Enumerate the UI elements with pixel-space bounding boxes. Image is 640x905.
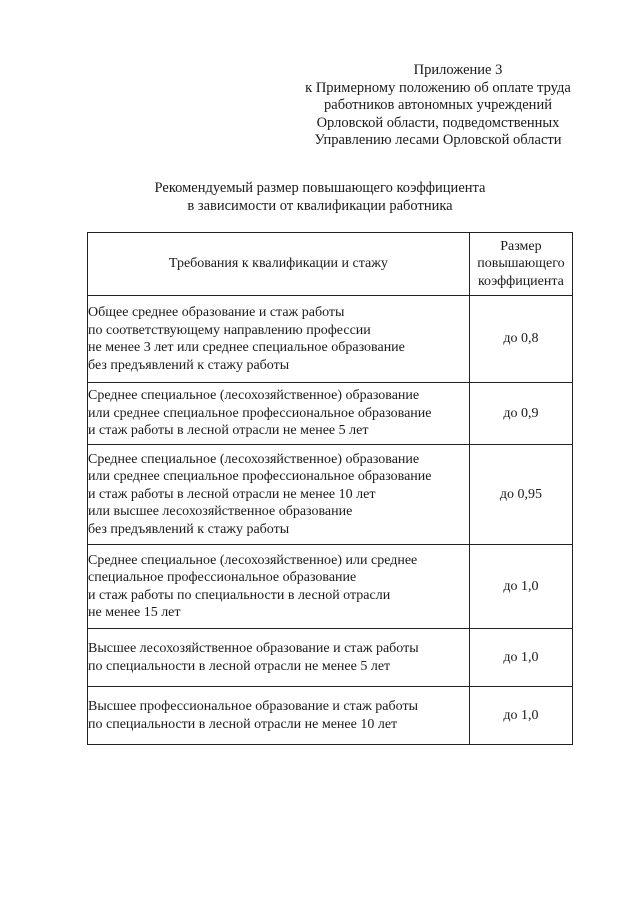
requirement-line: по специальности в лесной отрасли не менее 10 лет	[88, 716, 398, 732]
coefficient-cell: до 1,0	[469, 545, 572, 629]
table-header-row	[88, 233, 573, 296]
coefficient-column-header	[469, 233, 572, 296]
requirement-line: Среднее специальное (лесохозяйственное) образование	[88, 451, 420, 467]
requirement-line: не менее 15 лет	[88, 605, 181, 620]
requirement-line: специальное профессиональное образование	[88, 570, 357, 585]
requirement-cell	[88, 296, 470, 383]
requirement-line: Среднее специальное (лесохозяйственное) образование	[88, 388, 420, 404]
coefficient-header-line: Размер	[500, 238, 542, 254]
requirement-line: или среднее специальное профессиональное образование	[88, 469, 432, 485]
requirement-cell	[88, 687, 470, 745]
table-row	[88, 296, 573, 383]
coefficient-cell: до 0,8	[469, 296, 572, 383]
requirement-line: Высшее профессиональное образование и стаж работы	[88, 699, 418, 714]
requirement-line: по соответствующему направлению профессии	[88, 322, 371, 338]
appendix-line: работников автономных учреждений	[324, 97, 552, 113]
requirement-cell	[88, 383, 470, 445]
title-line: Рекомендуемый размер повышающего коэффициента	[154, 180, 486, 196]
requirement-cell	[88, 545, 470, 629]
requirement-line: и стаж работы в лесной отрасли не менее 10 лет	[88, 486, 376, 502]
requirement-line: без предъявлений к стажу работы	[88, 521, 290, 537]
table-row	[88, 445, 573, 545]
appendix-line: к Примерному положению об оплате труда	[305, 79, 571, 96]
appendix-line: Управлению лесами Орловской области	[314, 132, 562, 148]
requirement-line: или высшее лесохозяйственное образование	[88, 504, 353, 520]
requirement-line: по специальности в лесной отрасли не менее 5 лет	[88, 658, 391, 674]
requirement-line: и стаж работы в лесной отрасли не менее 5 лет	[88, 423, 369, 439]
table-row	[88, 545, 573, 629]
requirements-column-header: Требования к квалификации и стажу	[88, 233, 470, 296]
document-title	[60, 180, 580, 215]
requirement-line: без предъявлений к стажу работы	[88, 357, 290, 373]
requirement-line: и стаж работы по специальности в лесной отрасли	[88, 587, 391, 603]
requirement-line: Высшее лесохозяйственное образование и стаж работы	[88, 641, 419, 656]
coefficient-table	[87, 232, 573, 745]
table-row	[88, 629, 573, 687]
requirement-line: Среднее специальное (лесохозяйственное) или среднее	[88, 552, 418, 568]
requirement-cell	[88, 629, 470, 687]
coefficient-cell: до 0,9	[469, 383, 572, 445]
requirement-line: не менее 3 лет или среднее специальное образование	[88, 340, 405, 355]
appendix-line: Орловской области, подведомственных	[316, 114, 560, 131]
coefficient-header-line: повышающего	[477, 256, 565, 272]
coefficient-cell: до 1,0	[469, 629, 572, 687]
coefficient-cell: до 0,95	[469, 445, 572, 545]
title-line: в зависимости от квалификации работника	[187, 197, 453, 214]
requirement-line: или среднее специальное профессиональное образование	[88, 405, 432, 421]
appendix-line: Приложение 3	[413, 62, 503, 78]
requirement-line: Общее среднее образование и стаж работы	[88, 305, 345, 320]
table-row	[88, 383, 573, 445]
table-row	[88, 687, 573, 745]
appendix-reference	[288, 62, 588, 150]
coefficient-cell: до 1,0	[469, 687, 572, 745]
coefficient-header-line: коэффициента	[477, 273, 564, 289]
requirement-cell	[88, 445, 470, 545]
